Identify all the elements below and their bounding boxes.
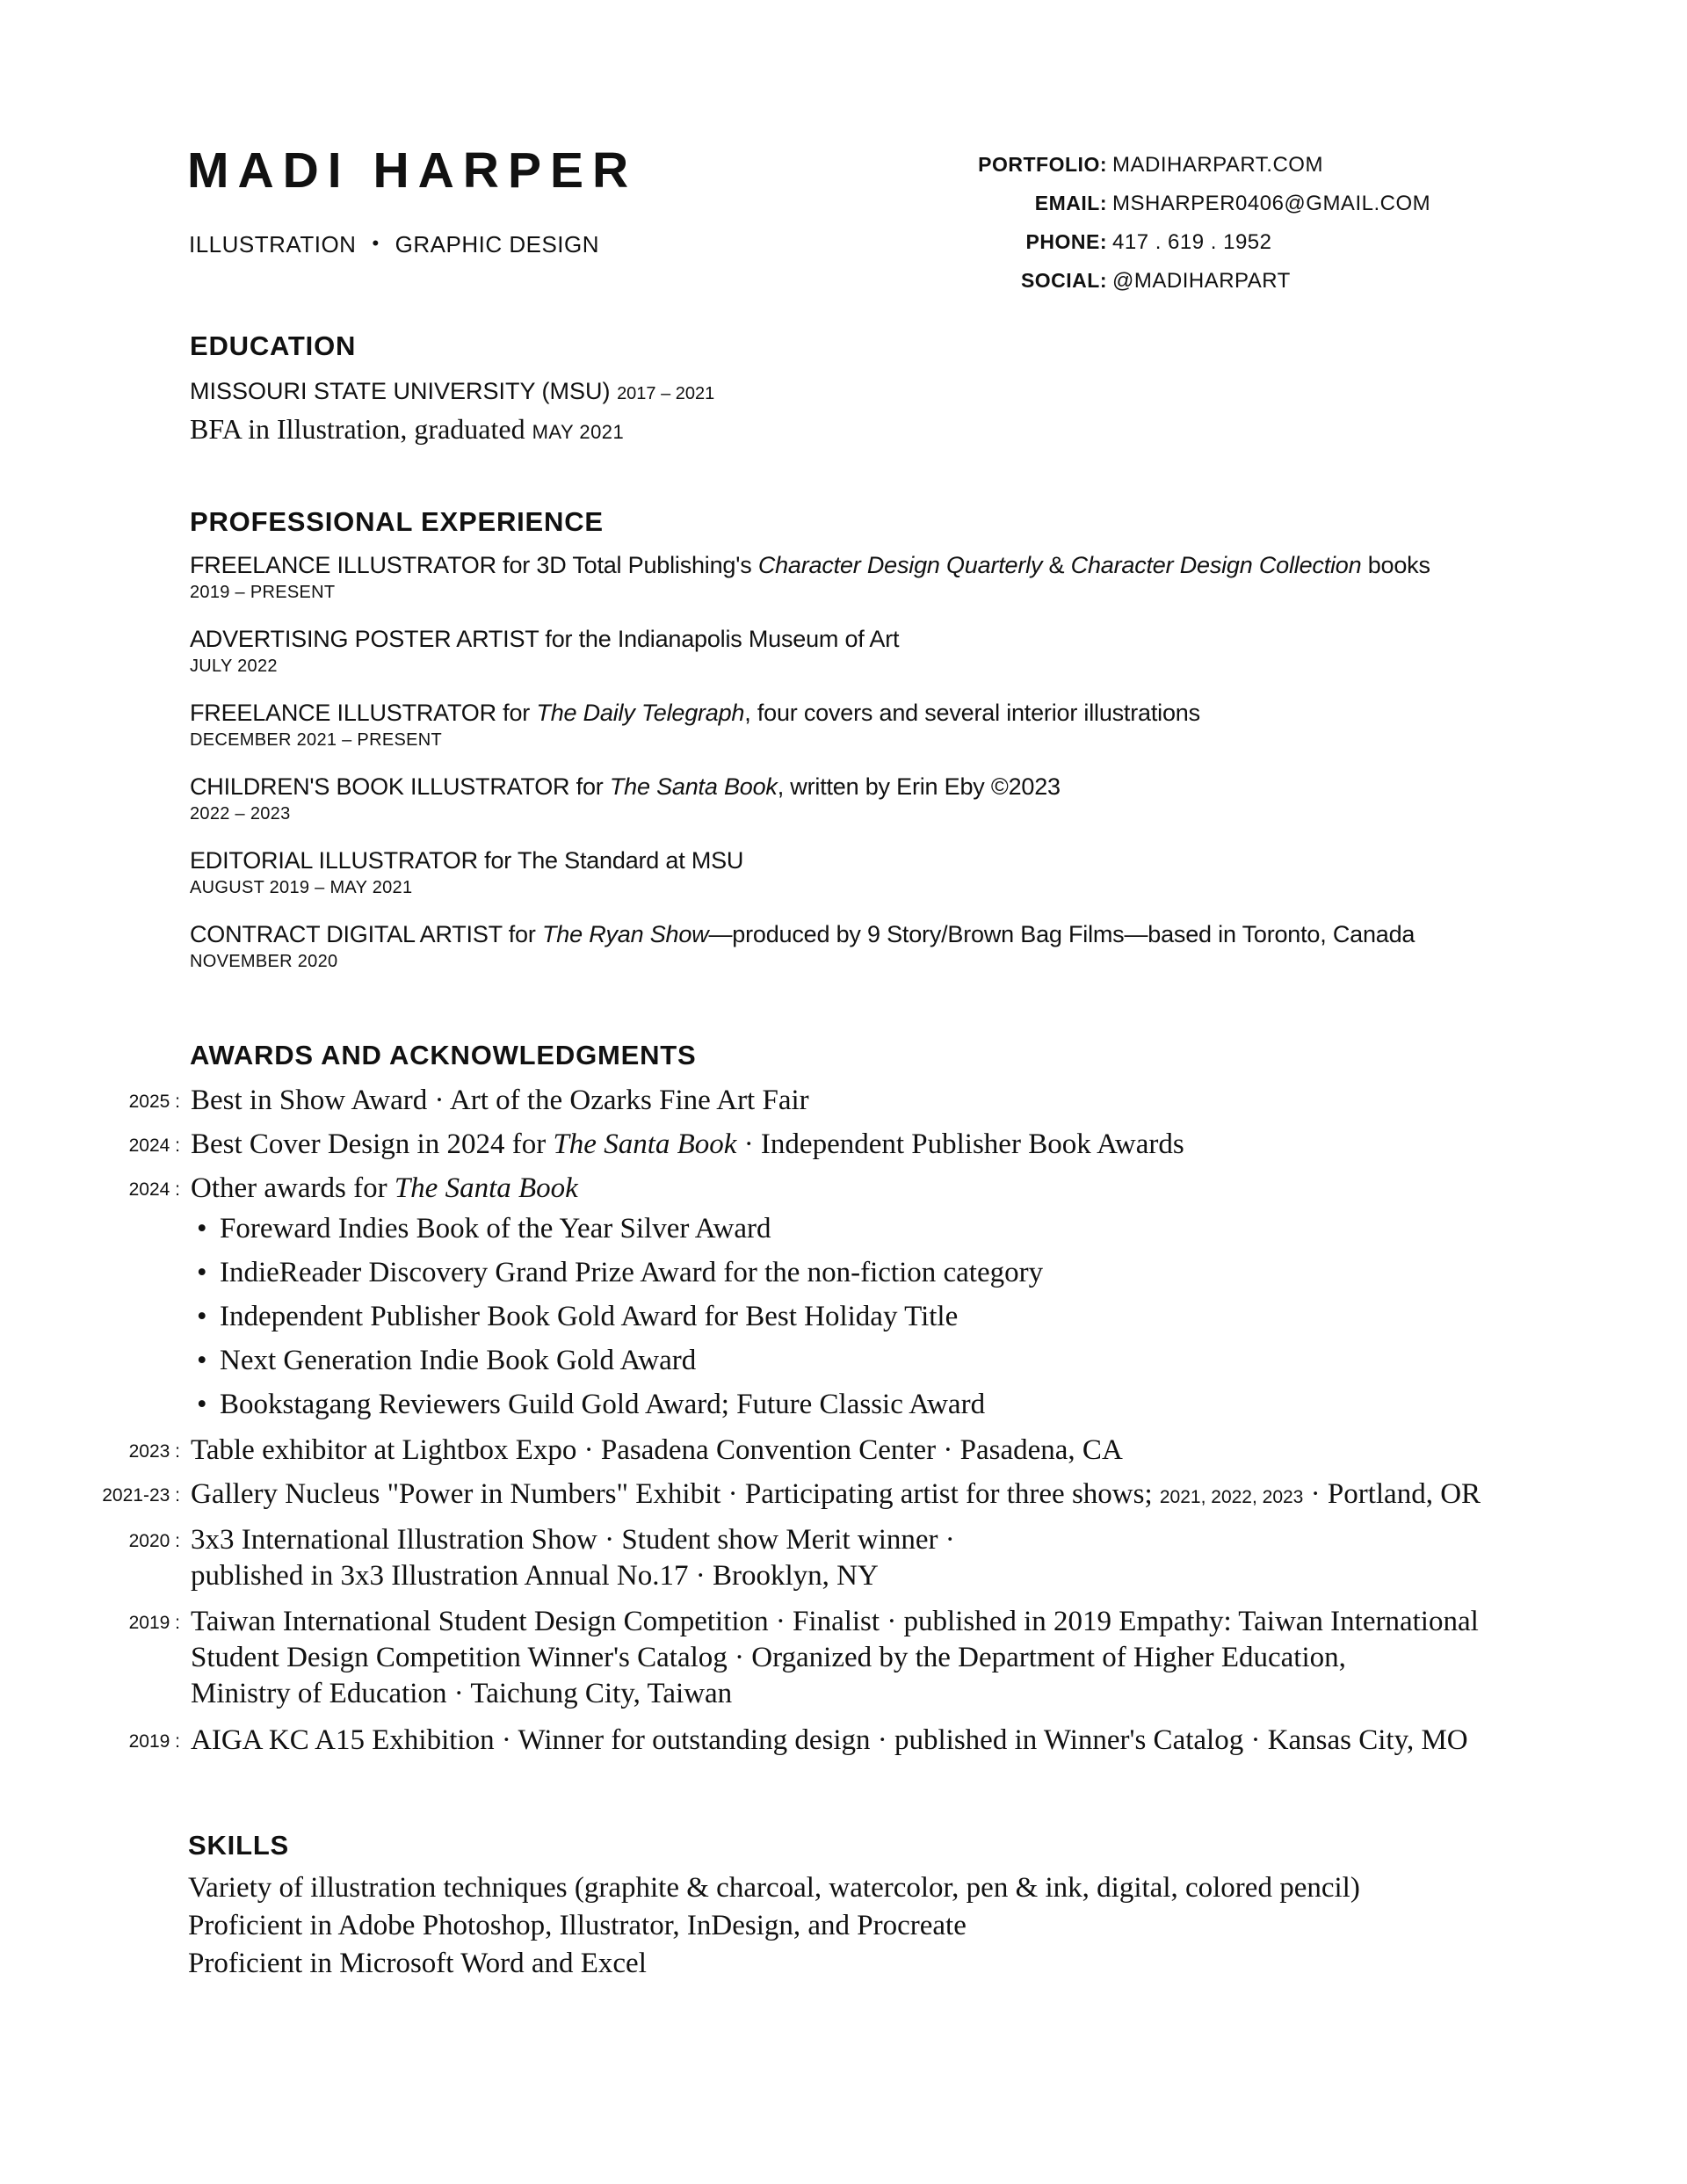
award-text: Other awards for The Santa Book bbox=[191, 1172, 578, 1204]
skill-item: Proficient in Microsoft Word and Excel bbox=[188, 1948, 647, 1979]
subtitle-illustration: ILLUSTRATION bbox=[189, 231, 357, 258]
experience-title: ADVERTISING POSTER ARTIST for the Indianapolis Museum of Art bbox=[190, 626, 900, 652]
education-degree bbox=[190, 413, 624, 446]
experience-date: 2022 – 2023 bbox=[190, 804, 291, 824]
skill-item: Variety of illustration techniques (graphite & charcoal, watercolor, pen & ink, digital, colored pencil) bbox=[188, 1872, 1360, 1904]
award-text-line1: Taiwan International Student Design Competition · Finalist · published in 2019 Empathy: Taiwan International bbox=[191, 1606, 1479, 1637]
phone-label: PHONE: bbox=[1025, 230, 1107, 253]
subtitle-separator: • bbox=[372, 232, 380, 254]
experience-date: NOVEMBER 2020 bbox=[190, 952, 338, 971]
experience-title: CHILDREN'S BOOK ILLUSTRATOR for The Santa Book, written by Erin Eby ©2023 bbox=[190, 773, 1061, 800]
email-value[interactable]: MSHARPER0406@GMAIL.COM bbox=[1112, 192, 1431, 215]
school-years: 2017 – 2021 bbox=[617, 384, 715, 403]
award-text-line2: Student Design Competition Winner's Catalog · Organized by the Department of Higher Education, bbox=[191, 1642, 1346, 1673]
name-heading: MADI HARPER bbox=[187, 142, 638, 199]
experience-item bbox=[190, 773, 1061, 824]
award-text-line1: 3x3 International Illustration Show · Student show Merit winner · bbox=[191, 1524, 955, 1556]
experience-title: EDITORIAL ILLUSTRATOR for The Standard at MSU bbox=[190, 847, 744, 874]
award-text: Best in Show Award · Art of the Ozarks Fine Art Fair bbox=[191, 1085, 809, 1116]
award-text: AIGA KC A15 Exhibition · Winner for outstanding design · published in Winner's Catalog · Kansas City, MO bbox=[191, 1724, 1468, 1756]
social-value: @MADIHARPART bbox=[1112, 269, 1291, 293]
award-bullet: • Bookstagang Reviewers Guild Gold Award; Future Classic Award bbox=[197, 1389, 986, 1420]
school-name: MISSOURI STATE UNIVERSITY (MSU) bbox=[190, 378, 611, 404]
award-bullet: • Independent Publisher Book Gold Award for Best Holiday Title bbox=[197, 1301, 959, 1332]
award-year: 2024 : bbox=[128, 1136, 180, 1156]
subtitle-graphic-design: GRAPHIC DESIGN bbox=[395, 231, 600, 258]
experience-date: 2019 – PRESENT bbox=[190, 583, 336, 602]
experience-heading: PROFESSIONAL EXPERIENCE bbox=[190, 506, 604, 537]
experience-date: DECEMBER 2021 – PRESENT bbox=[190, 730, 442, 750]
award-text-line3: Ministry of Education · Taichung City, Taiwan bbox=[191, 1678, 733, 1709]
skill-item: Proficient in Adobe Photoshop, Illustrator, InDesign, and Procreate bbox=[188, 1910, 967, 1941]
experience-title: FREELANCE ILLUSTRATOR for 3D Total Publishing's Character Design Quarterly & Character Design Collection books bbox=[190, 552, 1430, 578]
award-year: 2024 : bbox=[128, 1179, 180, 1200]
grad-date: MAY 2021 bbox=[532, 421, 625, 443]
award-bullet: • Next Generation Indie Book Gold Award bbox=[197, 1345, 697, 1376]
awards-heading: AWARDS AND ACKNOWLEDGMENTS bbox=[190, 1040, 697, 1070]
education-school bbox=[190, 378, 714, 405]
experience-title: FREELANCE ILLUSTRATOR for The Daily Telegraph, four covers and several interior illustrations bbox=[190, 700, 1200, 726]
experience-item bbox=[190, 552, 1430, 603]
degree-text: BFA in Illustration, graduated bbox=[190, 413, 525, 445]
award-year: 2020 : bbox=[128, 1531, 180, 1551]
experience-item bbox=[190, 626, 899, 677]
award-text: Gallery Nucleus "Power in Numbers" Exhibit · Participating artist for three shows; 2021, 2022, 2023 · Portland, OR bbox=[191, 1478, 1481, 1510]
award-text: Best Cover Design in 2024 for The Santa Book · Independent Publisher Book Awards bbox=[191, 1128, 1184, 1160]
portfolio-label: PORTFOLIO: bbox=[978, 153, 1107, 176]
phone-value: 417 . 619 . 1952 bbox=[1112, 230, 1272, 254]
experience-item bbox=[190, 921, 1415, 972]
education-heading: EDUCATION bbox=[190, 330, 357, 361]
portfolio-value[interactable]: MADIHARPART.COM bbox=[1112, 153, 1323, 177]
experience-item bbox=[190, 700, 1200, 751]
experience-date: AUGUST 2019 – MAY 2021 bbox=[190, 878, 413, 897]
award-text-line2: published in 3x3 Illustration Annual No.17 · Brooklyn, NY bbox=[191, 1560, 879, 1592]
award-year: 2019 : bbox=[128, 1731, 180, 1752]
email-label: EMAIL: bbox=[1034, 192, 1107, 214]
subtitle bbox=[189, 231, 599, 258]
experience-title: CONTRACT DIGITAL ARTIST for The Ryan Show—produced by 9 Story/Brown Bag Films—based in Toronto, Canada bbox=[190, 921, 1415, 947]
award-year: 2023 : bbox=[128, 1441, 180, 1462]
award-text: Table exhibitor at Lightbox Expo · Pasadena Convention Center · Pasadena, CA bbox=[191, 1434, 1123, 1466]
skills-heading: SKILLS bbox=[188, 1830, 290, 1861]
experience-date: JULY 2022 bbox=[190, 657, 278, 676]
award-year: 2021-23 : bbox=[102, 1485, 180, 1506]
social-label: SOCIAL: bbox=[1020, 269, 1107, 292]
award-bullet: • Foreward Indies Book of the Year Silver Award bbox=[197, 1213, 771, 1244]
experience-item bbox=[190, 847, 743, 898]
award-bullet: • IndieReader Discovery Grand Prize Award for the non-fiction category bbox=[197, 1257, 1044, 1288]
award-year: 2025 : bbox=[128, 1092, 180, 1112]
award-year: 2019 : bbox=[128, 1613, 180, 1633]
